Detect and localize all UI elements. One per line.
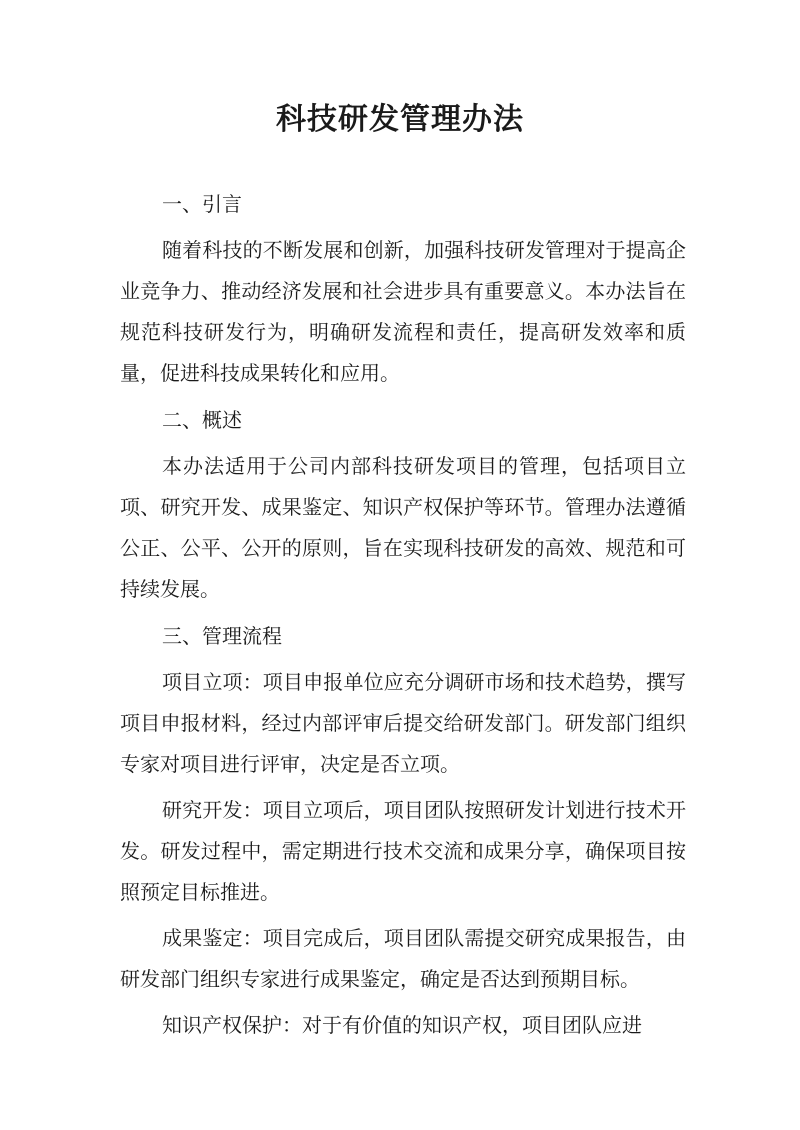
paragraph-result-appraisal: 成果鉴定：项目完成后，项目团队需提交研究成果报告，由研发部门组织专家进行成果鉴定，确定是否达到预期目标。	[120, 926, 686, 991]
document-body	[120, 178, 686, 1046]
paragraph-introduction: 随着科技的不断发展和创新，加强科技研发管理对于提高企业竞争力、推动经济发展和社会进步具有重要意义。本办法旨在规范科技研发行为，明确研发流程和责任，提高研发效率和质量，促进科技成果转化和应用。	[120, 238, 686, 385]
section-heading-introduction: 一、引言	[162, 192, 242, 216]
paragraph-overview: 本办法适用于公司内部科技研发项目的管理，包括项目立项、研究开发、成果鉴定、知识产权保护等环节。管理办法遵循公正、公平、公开的原则，旨在实现科技研发的高效、规范和可持续发展。	[120, 454, 686, 601]
document-title: 科技研发管理办法	[276, 102, 524, 137]
paragraph-ip-protection: 知识产权保护：对于有价值的知识产权，项目团队应进	[162, 1013, 642, 1037]
paragraph-project-initiation: 项目立项：项目申报单位应充分调研市场和技术趋势，撰写项目申报材料，经过内部评审后提交给研发部门。研发部门组织专家对项目进行评审，决定是否立项。	[120, 670, 686, 776]
section-heading-management-process: 三、管理流程	[162, 624, 282, 648]
section-heading-overview: 二、概述	[162, 408, 242, 432]
paragraph-research-development: 研究开发：项目立项后，项目团队按照研发计划进行技术开发。研发过程中，需定期进行技术交流和成果分享，确保项目按照预定目标推进。	[120, 798, 686, 904]
